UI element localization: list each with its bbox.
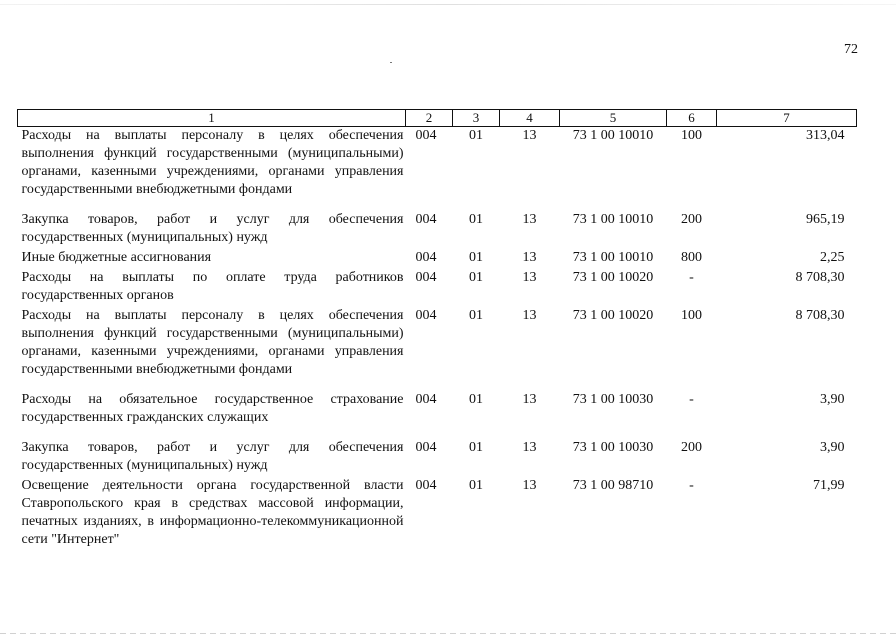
table-row: [18, 439, 857, 477]
table-row: [18, 307, 857, 391]
row-col4: 13: [522, 270, 537, 285]
column-header-5: 5: [560, 110, 667, 127]
row-col6: 200: [681, 440, 702, 455]
row-col3: 01: [469, 392, 483, 407]
row-col7: 8 708,30: [795, 270, 845, 285]
row-col7: 71,99: [813, 478, 845, 493]
row-col5: 73 1 00 10010: [572, 212, 654, 227]
page-number: 72: [844, 42, 858, 57]
row-col2: 004: [415, 270, 437, 285]
row-col3: 01: [469, 270, 483, 285]
row-col2: 004: [415, 440, 437, 455]
row-col5: 73 1 00 10020: [572, 270, 654, 285]
row-col4: 13: [522, 212, 537, 227]
scan-artifact-bottom: [0, 633, 896, 634]
row-col2: 004: [415, 478, 437, 493]
column-header-3: 3: [453, 110, 500, 127]
row-col6: -: [689, 478, 694, 493]
row-col3: 01: [469, 128, 483, 143]
column-header-2: 2: [406, 110, 453, 127]
row-description: Закупка товаров, работ и услуг для обеспечения государственных (муниципальных) нужд: [21, 212, 404, 245]
row-col2: 004: [415, 250, 437, 265]
row-description: Закупка товаров, работ и услуг для обеспечения государственных (муниципальных) нужд: [21, 440, 404, 473]
table-row: [18, 249, 857, 269]
row-description: Иные бюджетные ассигнования: [21, 250, 212, 265]
row-col7: 965,19: [806, 212, 845, 227]
row-col6: 200: [681, 212, 702, 227]
table-row: [18, 391, 857, 439]
row-col5: 73 1 00 10030: [572, 440, 654, 455]
column-header-6: 6: [667, 110, 717, 127]
row-col5: 73 1 00 98710: [572, 478, 654, 493]
row-col4: 13: [522, 440, 537, 455]
row-col4: 13: [522, 128, 537, 143]
row-col4: 13: [522, 478, 537, 493]
column-header-7: 7: [717, 110, 857, 127]
column-header-1: 1: [18, 110, 406, 127]
row-col5: 73 1 00 10020: [572, 308, 654, 323]
table-header-row: [18, 110, 857, 127]
row-col3: 01: [469, 478, 483, 493]
budget-table: [17, 109, 857, 551]
row-col2: 004: [415, 308, 437, 323]
table-row: [18, 477, 857, 551]
row-col7: 2,25: [820, 250, 845, 265]
column-header-4: 4: [500, 110, 560, 127]
scan-artifact-top: [0, 4, 896, 5]
row-col4: 13: [522, 308, 537, 323]
row-col6: 800: [681, 250, 702, 265]
table-row: [18, 269, 857, 307]
row-description: Расходы на выплаты персоналу в целях обеспечения выполнения функций государственными (муниципальными) органами, казенными учреждениями, органами управления государственными внебюджетными фондами: [21, 308, 404, 377]
row-col6: -: [689, 392, 694, 407]
row-col2: 004: [415, 212, 437, 227]
row-description: Освещение деятельности органа государственной власти Ставропольского края в средствах массовой информации, печатных изданиях, в информационно-телекоммуникационной сети "Интернет": [21, 478, 404, 547]
row-col7: 313,04: [806, 128, 845, 143]
row-col6: 100: [681, 128, 702, 143]
row-col4: 13: [522, 392, 537, 407]
row-col6: -: [689, 270, 694, 285]
row-col7: 3,90: [820, 440, 845, 455]
row-col6: 100: [681, 308, 702, 323]
row-col4: 13: [522, 250, 537, 265]
row-col3: 01: [469, 440, 483, 455]
row-col2: 004: [415, 128, 437, 143]
row-col7: 3,90: [820, 392, 845, 407]
row-col5: 73 1 00 10010: [572, 250, 654, 265]
row-col5: 73 1 00 10030: [572, 392, 654, 407]
row-description: Расходы на выплаты по оплате труда работников государственных органов: [21, 270, 404, 303]
row-col3: 01: [469, 212, 483, 227]
row-col3: 01: [469, 250, 483, 265]
row-col7: 8 708,30: [795, 308, 845, 323]
row-description: Расходы на выплаты персоналу в целях обеспечения выполнения функций государственными (муниципальными) органами, казенными учреждениями, органами управления государственными внебюджетными фондами: [21, 128, 404, 197]
row-col3: 01: [469, 308, 483, 323]
table-row: [18, 211, 857, 249]
row-description: Расходы на обязательное государственное страхование государственных гражданских служащих: [21, 392, 404, 425]
table-row: [18, 127, 857, 212]
row-col2: 004: [415, 392, 437, 407]
scan-speck: [390, 62, 392, 63]
row-col5: 73 1 00 10010: [572, 128, 654, 143]
